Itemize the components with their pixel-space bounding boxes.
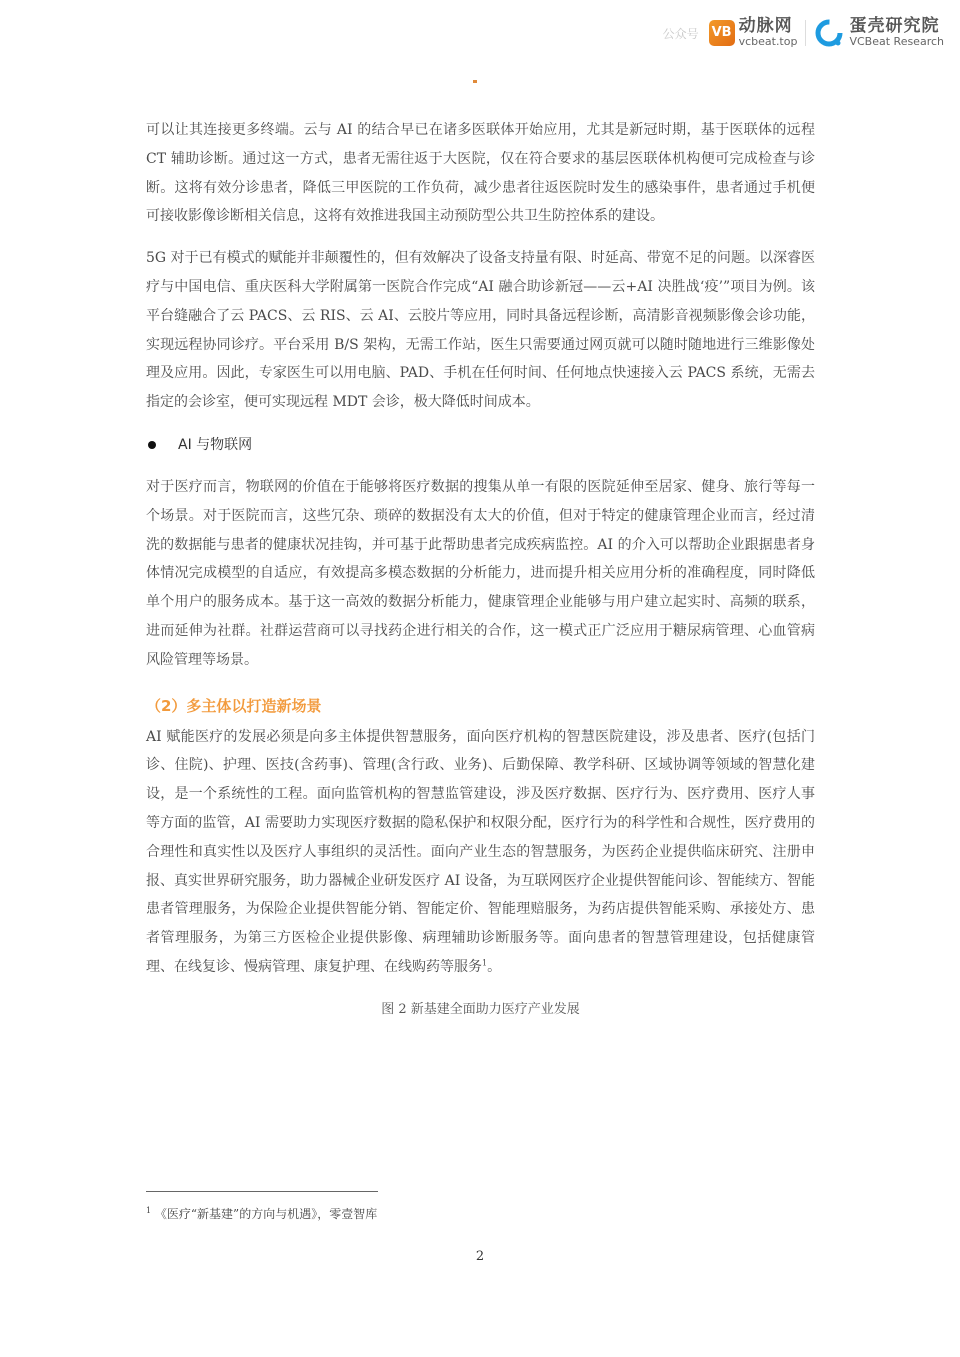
watermark-text: 公众号 (662, 26, 699, 41)
section-title: （2）多主体以打造新场景 (146, 697, 322, 716)
header-mark (473, 80, 477, 83)
vcbeat-logo-cn: 动脉网 (738, 16, 793, 37)
footnote-marker: 1 (146, 1206, 152, 1215)
paragraph-4 (146, 723, 815, 982)
footnote-reference[interactable]: 1 (482, 958, 488, 968)
header-logos (663, 18, 944, 48)
paragraph-3: 对于医疗而言，物联网的价值在于能够将医疗数据的搜集从单一有限的医院延伸至居家、健身、旅行等每一个场景。对于医院而言，这些冗杂、琐碎的数据没有太大的价值，但对于特定的健康管理企业而言，经过清洗的数据能与患者的健康状况挂钩，并可基于此帮助患者完成疾病监控。AI 的介入可以帮助企业跟据患者身体情况完成模型的自适应，有效提高多模态数据的分析能力，进而提升相关应用分析的准确程度，同时降低单个用户的服务成本。基于这一高效的数据分析能力，健康管理企业能够与用户建立起实时、高频的联系，进而延伸为社群。社群运营商可以寻找药企进行相关的合作，这一模式正广泛应用于糖尿病管理、心血管病风险管理等场景。 (146, 478, 815, 668)
paragraph-4-end: 。 (487, 958, 502, 975)
page-body (146, 116, 815, 1025)
paragraph-4-text: AI 赋能医疗的发展必须是向多主体提供智慧服务，面向医疗机构的智慧医院建设，涉及患者、医疗(包括门诊、住院)、护理、医技(含药事)、管理(含行政、业务)、后勤保障、教学科研、区域协调等领域的智慧化建设，是一个系统性的工程。面向监管机构的智慧监管建设，涉及医疗数据、医疗行为、医疗费用、医疗人事等方面的监管，AI 需要助力实现医疗数据的隐私保护和权限分配，医疗行为的科学性和合规性，医疗费用的合理性和真实性以及医疗人事组织的灵活性。面向产业生态的智慧服务，为医药企业提供临床研究、注册申报、真实世界研究服务，助力器械企业研发医疗 AI 设备，为互联网医疗企业提供智能问诊、智能续方、智能患者管理服务，为保险企业提供智能分销、智能定价、智能理赔服务，为药店提供智能采购、承接处方、患者管理服务，为第三方医检企业提供影像、病理辅助诊断服务等。面向患者的智慧管理建设，包括健康管理、在线复诊、慢病管理、康复护理、在线购药等服务 (146, 728, 815, 975)
bullet-heading-text: AI 与物联网 (178, 436, 253, 453)
paragraph-1: 可以让其连接更多终端。云与 AI 的结合早已在诸多医联体开始应用，尤其是新冠时期，基于医联体的远程 CT 辅助诊断。通过这一方式，患者无需往返于大医院，仅在符合要求的基层医联体机构便可完成检查与诊断。这将有效分诊患者，降低三甲医院的工作负荷，减少患者往返医院时发生的感染事件，患者通过手机便可接收影像诊断相关信息，这将有效推进我国主动预防型公共卫生防控体系的建设。 (146, 122, 815, 225)
bullet-heading (146, 430, 815, 460)
vcbeat-research-logo (814, 18, 944, 48)
figure-caption: 图 2 新基建全面助力医疗产业发展 (381, 1001, 580, 1017)
vcbeat-logo-en: vcbeat.top (738, 35, 798, 49)
footnote-divider (146, 1191, 378, 1192)
vcbeat-logo (709, 18, 798, 47)
research-logo-en: VCBeat Research (849, 35, 944, 49)
eggshell-icon (814, 18, 844, 48)
footnote (146, 1205, 377, 1222)
vcbeat-logo-mark: VB (709, 20, 735, 46)
paragraph-2: 5G 对于已有模式的赋能并非颠覆性的，但有效解决了设备支持量有限、时延高、带宽不足的问题。以深睿医疗与中国电信、重庆医科大学附属第一医院合作完成“AI 融合助诊新冠——云+AI 决胜战‘疫’”项目为例。该平台缝融合了云 PACS、云 RIS、云 AI、云胶片等应用，同时具备远程诊断，高清影音视频影像会诊功能，实现远程协同诊疗。平台采用 B/S 架构，无需工作站，医生只需要通过网页就可以随时随地进行三维影像处理及应用。因此，专家医生可以用电脑、PAD、手机在任何时间、任何地点快速接入云 PACS 系统，无需去指定的会诊室，便可实现远程 MDT 会诊，极大降低时间成本。 (146, 250, 815, 411)
logo-divider (805, 20, 806, 46)
bullet-dot-icon (148, 441, 156, 449)
research-logo-cn: 蛋壳研究院 (849, 16, 940, 37)
page-number: 2 (475, 1249, 485, 1264)
footnote-text: 《医疗“新基建”的方向与机遇》，零壹智库 (154, 1207, 378, 1221)
